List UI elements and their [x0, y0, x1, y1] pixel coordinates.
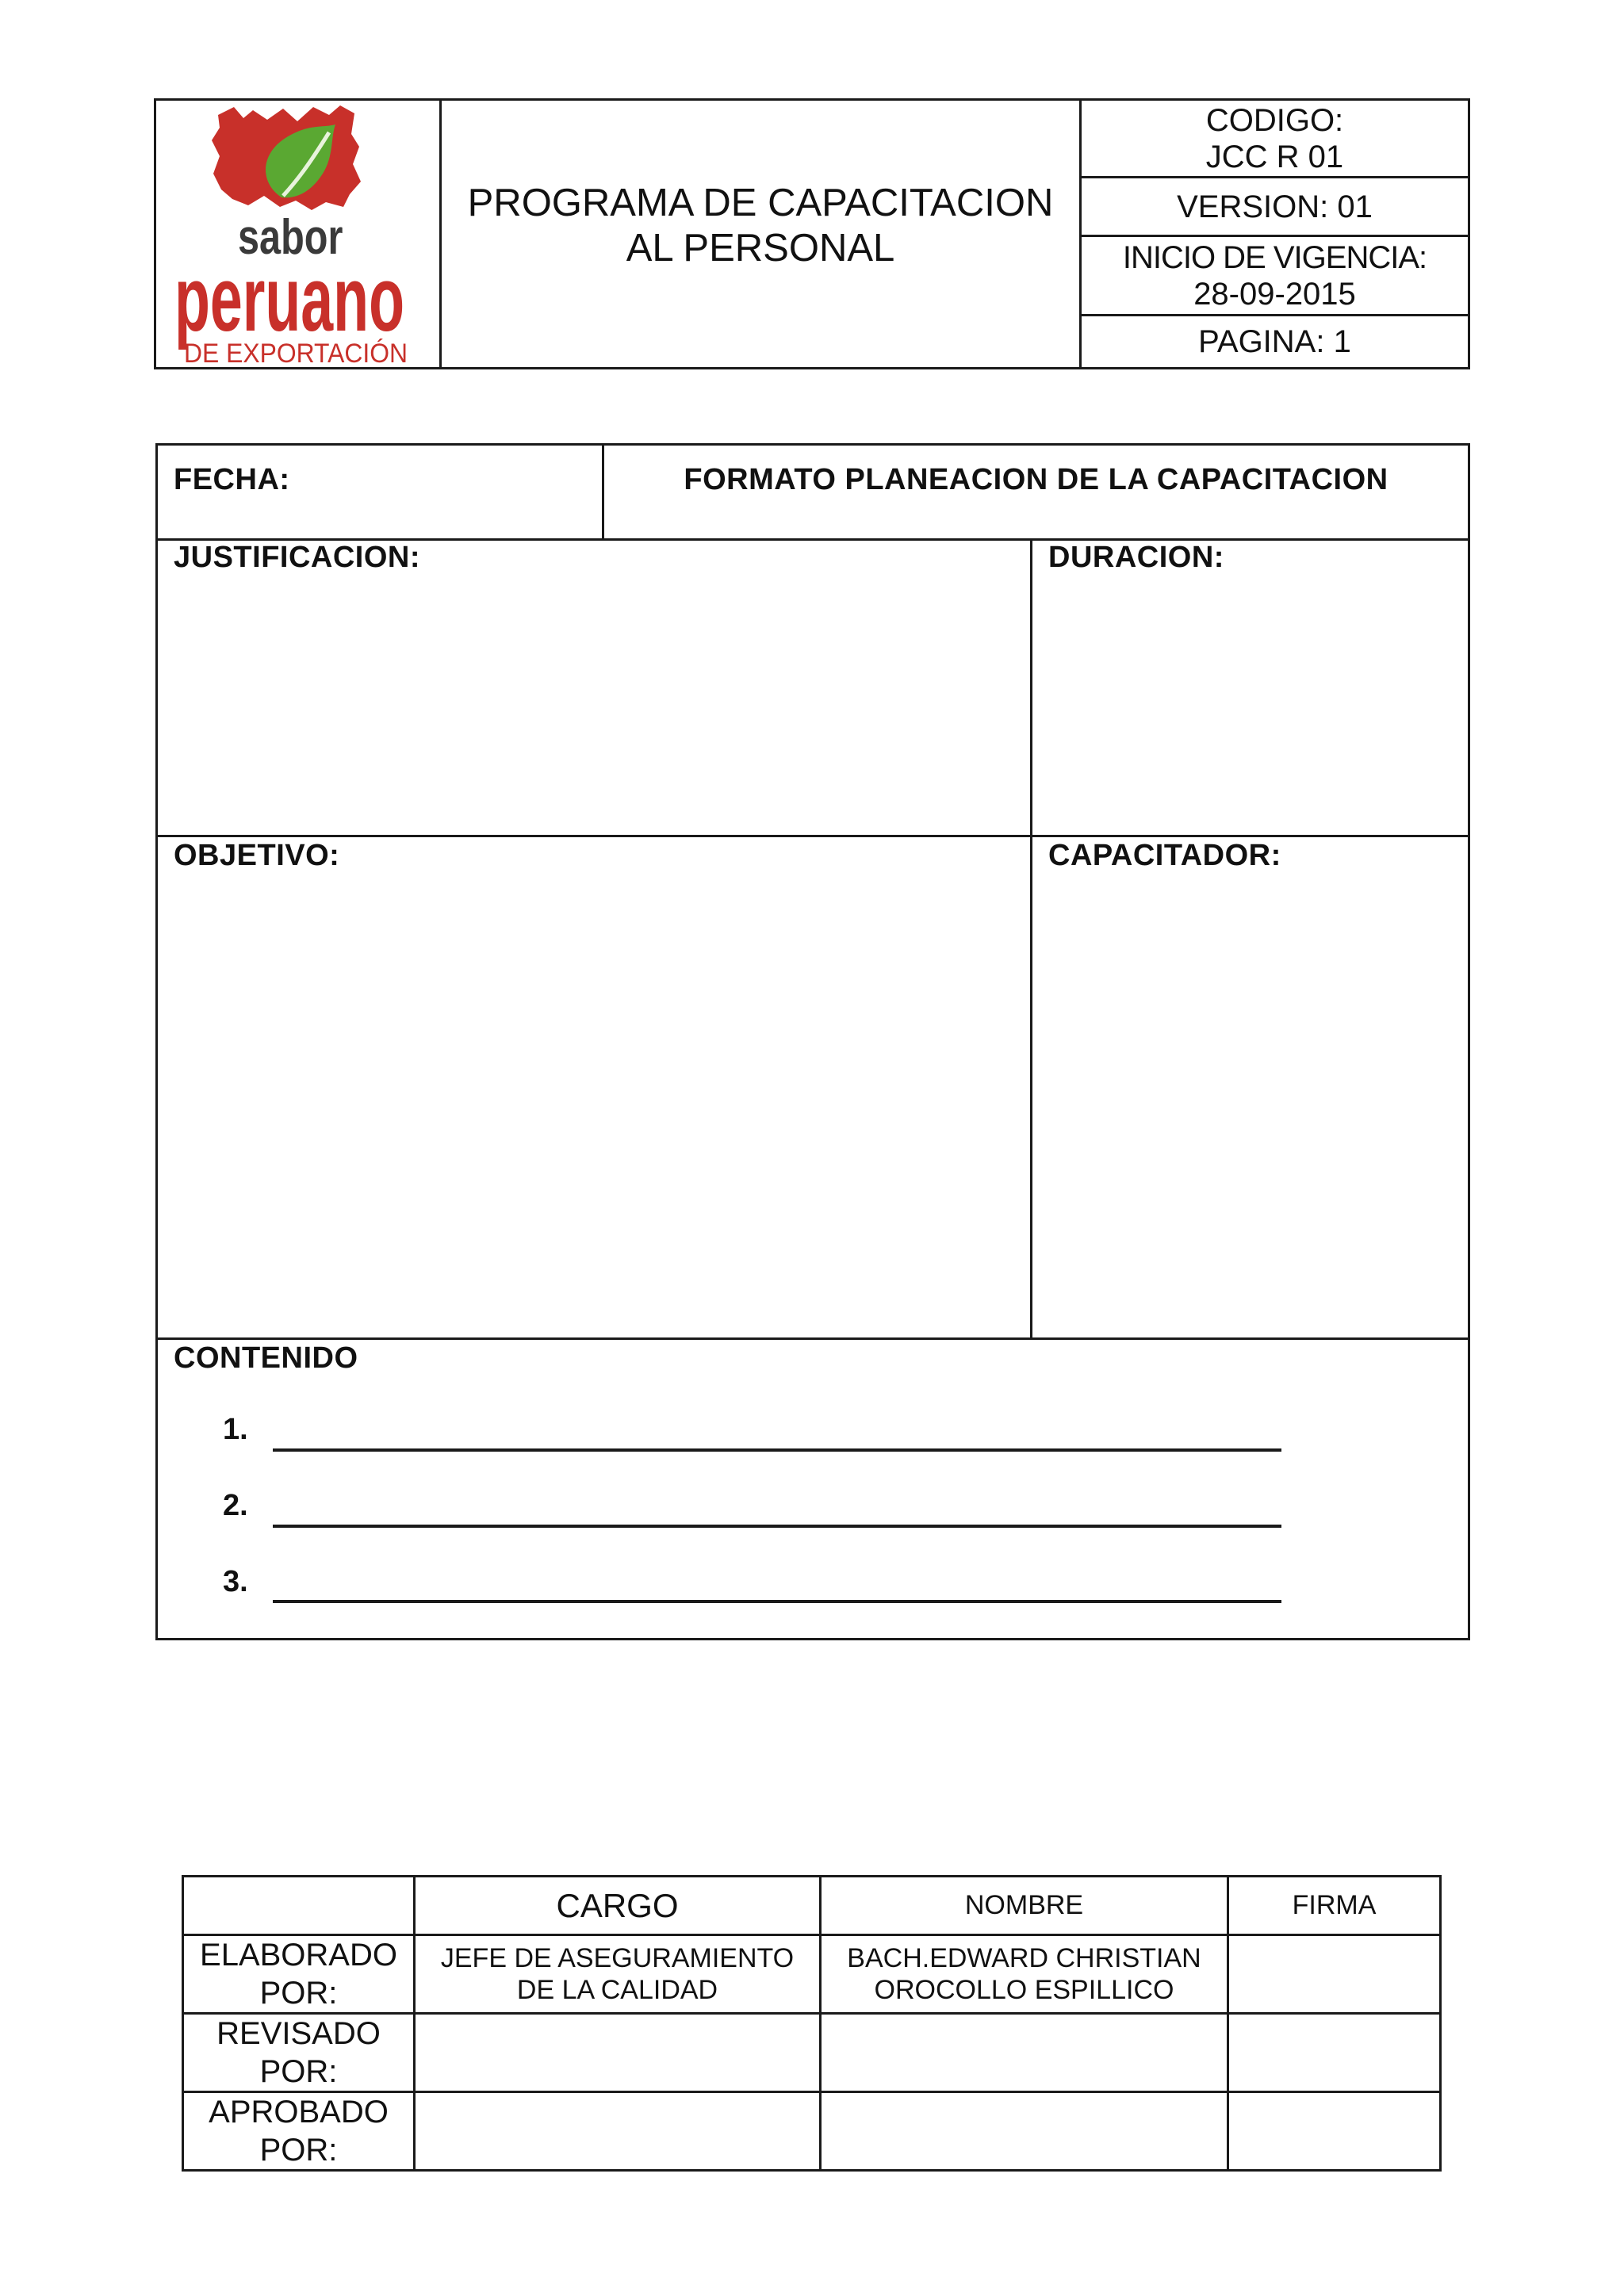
nombre-line: OROCOLLO ESPILLICO — [874, 1975, 1174, 2005]
training-plan-form — [155, 443, 1470, 1640]
version-value: VERSION: 01 — [1177, 189, 1373, 224]
document-header — [154, 98, 1470, 369]
objetivo-field[interactable] — [158, 837, 1032, 1340]
row-label — [183, 2092, 415, 2171]
row-label — [183, 1935, 415, 2014]
row-label-line: ELABORADO — [200, 1938, 397, 1973]
vigencia-label: INICIO DE VIGENCIA: — [1122, 239, 1427, 275]
approval-row-revisado — [183, 2014, 1441, 2092]
vigencia-row — [1082, 237, 1468, 316]
approval-table — [182, 1875, 1442, 2172]
firma-cell[interactable] — [1228, 1935, 1441, 2014]
nombre-cell[interactable] — [821, 2092, 1228, 2171]
duracion-label: DURACION: — [1048, 541, 1224, 574]
content-item-number: 2. — [223, 1489, 248, 1522]
logo-top-text: sabor — [238, 209, 343, 265]
pagina-value: PAGINA: 1 — [1198, 324, 1351, 359]
nombre-cell[interactable] — [821, 2014, 1228, 2092]
cargo-line: JEFE DE ASEGURAMIENTO — [440, 1943, 795, 1973]
content-item-line-3[interactable] — [273, 1600, 1281, 1603]
capacitador-label: CAPACITADOR: — [1048, 839, 1281, 872]
form-title: FORMATO PLANEACION DE LA CAPACITACION — [684, 463, 1388, 496]
justificacion-label: JUSTIFICACION: — [174, 541, 420, 574]
approval-row-elaborado — [183, 1935, 1441, 2014]
content-item-number: 3. — [223, 1565, 248, 1598]
vigencia-value: 28-09-2015 — [1193, 276, 1356, 312]
header-cargo: CARGO — [415, 1877, 821, 1935]
logo-sub-text: DE EXPORTACIÓN — [184, 339, 408, 367]
pagina-row — [1082, 316, 1468, 367]
content-item-number: 1. — [223, 1413, 248, 1446]
codigo-value: JCC R 01 — [1205, 139, 1344, 174]
header-empty — [183, 1877, 415, 1935]
objetivo-label: OBJETIVO: — [174, 839, 340, 872]
fecha-label: FECHA: — [174, 463, 290, 496]
cargo-cell[interactable] — [415, 2014, 821, 2092]
row-label-line: APROBADO — [209, 2095, 389, 2130]
title-cell — [442, 101, 1082, 367]
form-title-cell — [604, 446, 1468, 541]
nombre-line: BACH.EDWARD CHRISTIAN — [847, 1943, 1201, 1973]
version-row — [1082, 178, 1468, 237]
approval-header-row — [183, 1877, 1441, 1935]
content-item-line-1[interactable] — [273, 1448, 1281, 1452]
firma-cell[interactable] — [1228, 2014, 1441, 2092]
nombre-cell[interactable] — [821, 1935, 1228, 2014]
cargo-cell[interactable] — [415, 1935, 821, 2014]
fecha-field[interactable] — [158, 446, 604, 541]
cargo-cell[interactable] — [415, 2092, 821, 2171]
company-logo — [156, 101, 439, 367]
row-label-line: POR: — [259, 2054, 338, 2089]
header-nombre: NOMBRE — [821, 1877, 1228, 1935]
cargo-line: DE LA CALIDAD — [516, 1975, 718, 2005]
header-firma: FIRMA — [1228, 1877, 1441, 1935]
row-label — [183, 2014, 415, 2092]
capacitador-field[interactable] — [1032, 837, 1468, 1340]
row-label-line: POR: — [259, 1976, 338, 2011]
firma-cell[interactable] — [1228, 2092, 1441, 2171]
logo-main-text: peruano — [174, 247, 404, 350]
codigo-row — [1082, 101, 1468, 178]
duracion-field[interactable] — [1032, 541, 1468, 837]
contenido-section — [158, 1340, 1468, 1638]
content-item-line-2[interactable] — [273, 1525, 1281, 1528]
contenido-label: CONTENIDO — [174, 1341, 358, 1375]
codigo-label: CODIGO: — [1205, 102, 1344, 138]
justificacion-field[interactable] — [158, 541, 1032, 837]
document-title: PROGRAMA DE CAPACITACION AL PERSONAL — [467, 182, 1054, 270]
row-label-line: REVISADO — [216, 2016, 381, 2051]
row-label-line: POR: — [259, 2133, 338, 2168]
logo-cell — [156, 101, 442, 367]
document-meta — [1082, 101, 1468, 367]
approval-row-aprobado — [183, 2092, 1441, 2171]
